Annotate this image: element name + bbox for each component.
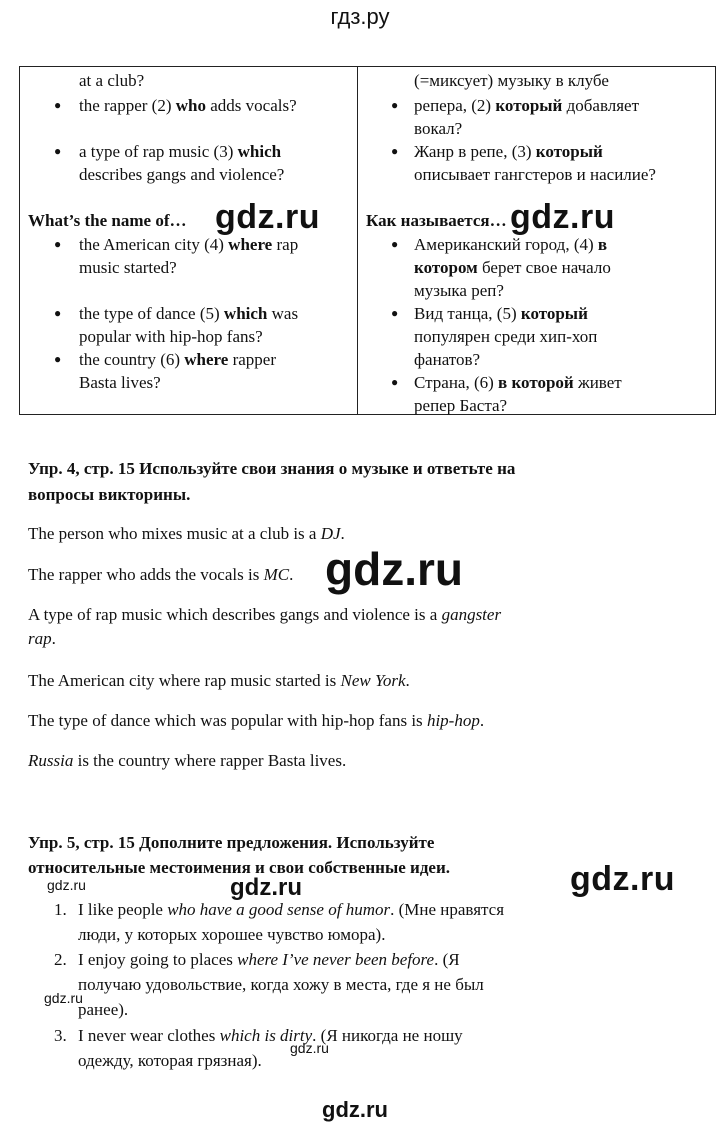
exercise5-item-line2: люди, у которых хорошее чувство юмора). xyxy=(78,925,386,944)
russian-item-dance: Вид танца, (5) который xyxy=(414,304,588,323)
russian-item-city: Американский город, (4) в xyxy=(414,235,608,254)
russian-item-genre-line2: описывает гангстеров и насилие? xyxy=(414,165,656,184)
list-number: 3. xyxy=(54,1026,67,1045)
russian-item-city-line2: котором берет свое начало xyxy=(414,258,611,277)
exercise4-answer: The American city where rap music started is New York. xyxy=(28,671,410,690)
vocabulary-table xyxy=(19,66,716,415)
watermark: gdz.ru xyxy=(322,1097,388,1122)
english-column xyxy=(20,67,358,414)
russian-item-genre: Жанр в репе, (3) который xyxy=(414,142,603,161)
bullet-icon: ● xyxy=(54,237,62,251)
bullet-icon: ● xyxy=(54,98,62,112)
watermark: gdz.ru xyxy=(230,874,302,901)
english-line: at a club? xyxy=(79,71,145,90)
watermark: gdz.ru xyxy=(290,1040,329,1056)
bullet-icon: ● xyxy=(391,98,399,112)
exercise5-item-line3: ранее). xyxy=(78,1000,129,1019)
english-item-country-line2: Basta lives? xyxy=(79,373,161,392)
russian-item-dance-line2: популярен среди хип-хоп xyxy=(414,327,598,346)
bullet-icon: ● xyxy=(391,237,399,251)
english-item-type: a type of rap music (3) which xyxy=(79,142,282,161)
exercise4-answer: Russia is the country where rapper Basta lives. xyxy=(28,751,347,770)
watermark: gdz.ru xyxy=(44,990,83,1006)
english-item-dance: the type of dance (5) which was xyxy=(79,304,299,323)
english-heading: What’s the name of… xyxy=(28,211,187,230)
exercise4-title-line2: вопросы викторины. xyxy=(28,485,191,504)
exercise4-answer: The rapper who adds the vocals is MC. xyxy=(28,565,294,584)
watermark: gdz.ru xyxy=(570,860,675,898)
bullet-icon: ● xyxy=(54,306,62,320)
bullet-icon: ● xyxy=(391,306,399,320)
exercise4-answer: The type of dance which was popular with hip-hop fans is hip-hop. xyxy=(28,711,485,730)
russian-line: (=миксует) музыку в клубе xyxy=(414,71,609,90)
exercise4-answer: The person who mixes music at a club is a DJ. xyxy=(28,524,345,543)
english-item-dance-line2: popular with hip-hop fans? xyxy=(79,327,263,346)
list-number: 2. xyxy=(54,950,67,969)
list-number: 1. xyxy=(54,900,67,919)
russian-column xyxy=(358,67,715,414)
russian-item-country: Страна, (6) в которой живет xyxy=(414,373,622,392)
english-item-rapper: the rapper (2) who adds vocals? xyxy=(79,96,297,115)
watermark: gdz.ru xyxy=(510,198,615,236)
russian-item-country-line2: репер Баста? xyxy=(414,396,508,415)
english-item-type-line2: describes gangs and violence? xyxy=(79,165,285,184)
bullet-icon: ● xyxy=(54,352,62,366)
exercise5-title: Упр. 5, стр. 15 Дополните предложения. Используйте xyxy=(28,833,435,852)
exercise4-title: Упр. 4, стр. 15 Используйте свои знания о музыке и ответьте на xyxy=(28,459,516,478)
watermark: gdz.ru xyxy=(47,877,86,893)
bullet-icon: ● xyxy=(391,144,399,158)
exercise5-item: I enjoy going to places where I’ve never been before. (Я xyxy=(78,950,460,969)
watermark: gdz.ru xyxy=(215,198,320,236)
russian-item-dance-line3: фанатов? xyxy=(414,350,481,369)
site-header: гдз.ру xyxy=(330,4,390,29)
exercise5-title-line2: относительные местоимения и свои собственные идеи. xyxy=(28,858,451,877)
english-item-city-line2: music started? xyxy=(79,258,177,277)
exercise4-answer-line2: rap. xyxy=(28,629,56,648)
english-item-country: the country (6) where rapper xyxy=(79,350,277,369)
russian-item-city-line3: музыка реп? xyxy=(414,281,504,300)
exercise4-answer: A type of rap music which describes gangs and violence is a gangster xyxy=(28,605,502,624)
russian-item-rapper: репера, (2) который добавляет xyxy=(414,96,640,115)
bullet-icon: ● xyxy=(391,375,399,389)
russian-heading: Как называется… xyxy=(366,211,507,230)
russian-item-rapper-line2: вокал? xyxy=(414,119,463,138)
watermark: gdz.ru xyxy=(325,543,463,595)
exercise5-item: I like people who have a good sense of humor. (Мне нравятся xyxy=(78,900,505,919)
exercise5-item-line2: получаю удовольствие, когда хожу в места, где я не был xyxy=(78,975,484,994)
exercise5-item-line2: одежду, которая грязная). xyxy=(78,1051,262,1070)
exercise5-item: I never wear clothes which is dirty. (Я никогда не ношу xyxy=(78,1026,463,1045)
bullet-icon: ● xyxy=(54,144,62,158)
english-item-city: the American city (4) where rap xyxy=(79,235,299,254)
